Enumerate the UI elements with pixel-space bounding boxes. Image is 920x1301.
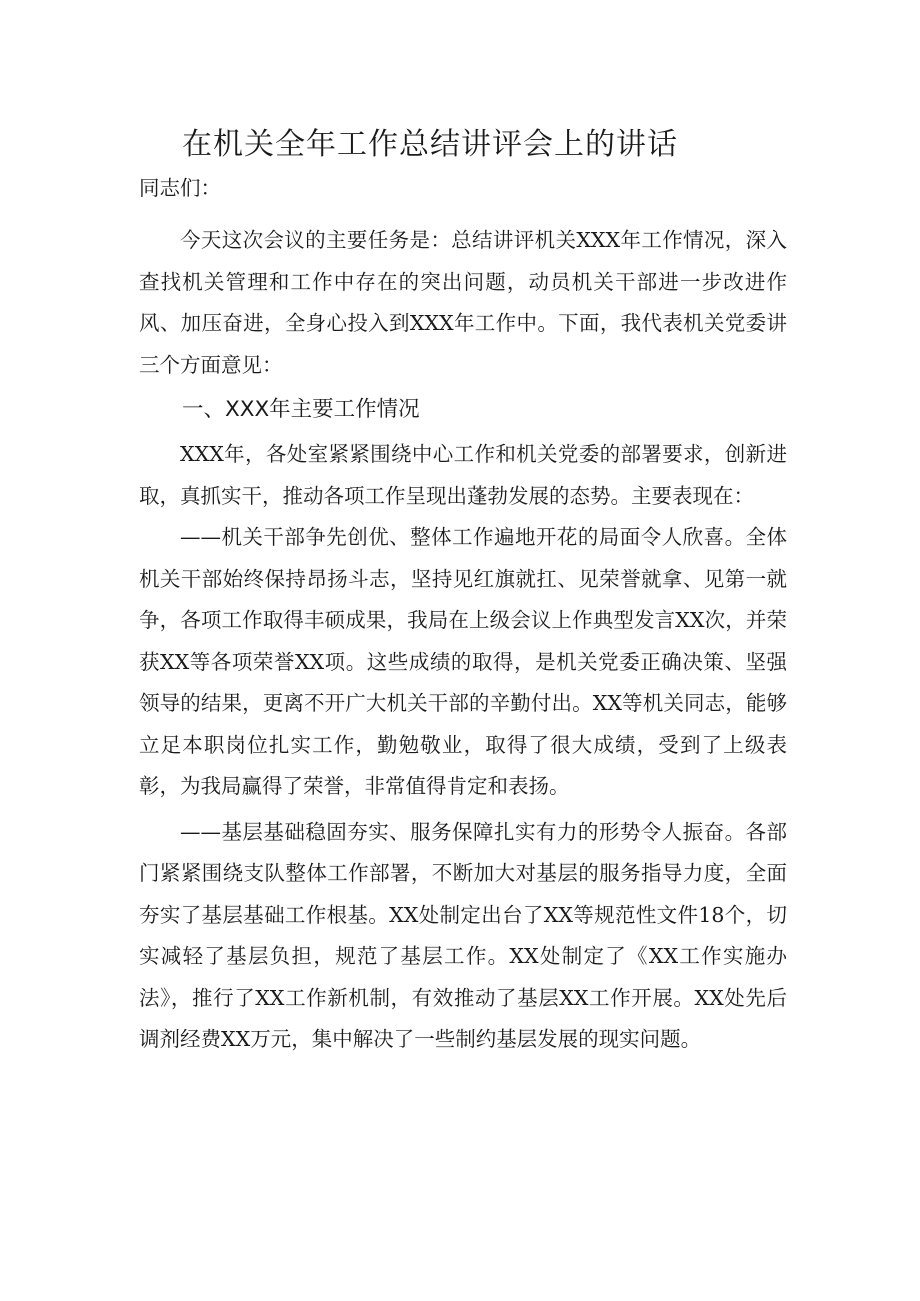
overview-paragraph: XXX年，各处室紧紧围绕中心工作和机关党委的部署要求，创新进取，真抓实干，推动各项工作呈现出蓬勃发展的态势。主要表现在：	[139, 442, 787, 508]
section-heading: 一、XXX年主要工作情况	[182, 397, 420, 422]
intro-paragraph: 今天这次会议的主要任务是：总结讲评机关XXX年工作情况，深入查找机关管理和工作中存在的突出问题，动员机关干部进一步改进作风、加压奋进，全身心投入到XXX年工作中。下面，我代表机关党委讲三个方面意见：	[139, 228, 787, 377]
document-body	[139, 170, 787, 1061]
point-paragraph-1: ——机关干部争先创优、整体工作遍地开花的局面令人欣喜。全体机关干部始终保持昂扬斗志，坚持见红旗就扛、见荣誉就拿、见第一就争，各项工作取得丰硕成果，我局在上级会议上作典型发言XX次，并荣获XX等各项荣誉XX项。这些成绩的取得，是机关党委正确决策、坚强领导的结果，更离不开广大机关干部的辛勤付出。XX等机关同志，能够立足本职岗位扎实工作，勤勉敬业，取得了很大成绩，受到了上级表彰，为我局赢得了荣誉，非常值得肯定和表扬。	[139, 525, 787, 798]
document-title: 在机关全年工作总结讲评会上的讲话	[182, 127, 678, 162]
point-paragraph-2: ——基层基础稳固夯实、服务保障扎实有力的形势令人振奋。各部门紧紧围绕支队整体工作部署，不断加大对基层的服务指导力度，全面夯实了基层基础工作根基。XX处制定出台了XX等规范性文件18个，切实减轻了基层负担，规范了基层工作。XX处制定了《XX工作实施办法》，推行了XX工作新机制，有效推动了基层XX工作开展。XX处先后调剂经费XX万元，集中解决了一些制约基层发展的现实问题。	[139, 819, 787, 1051]
salutation: 同志们：	[139, 176, 221, 200]
